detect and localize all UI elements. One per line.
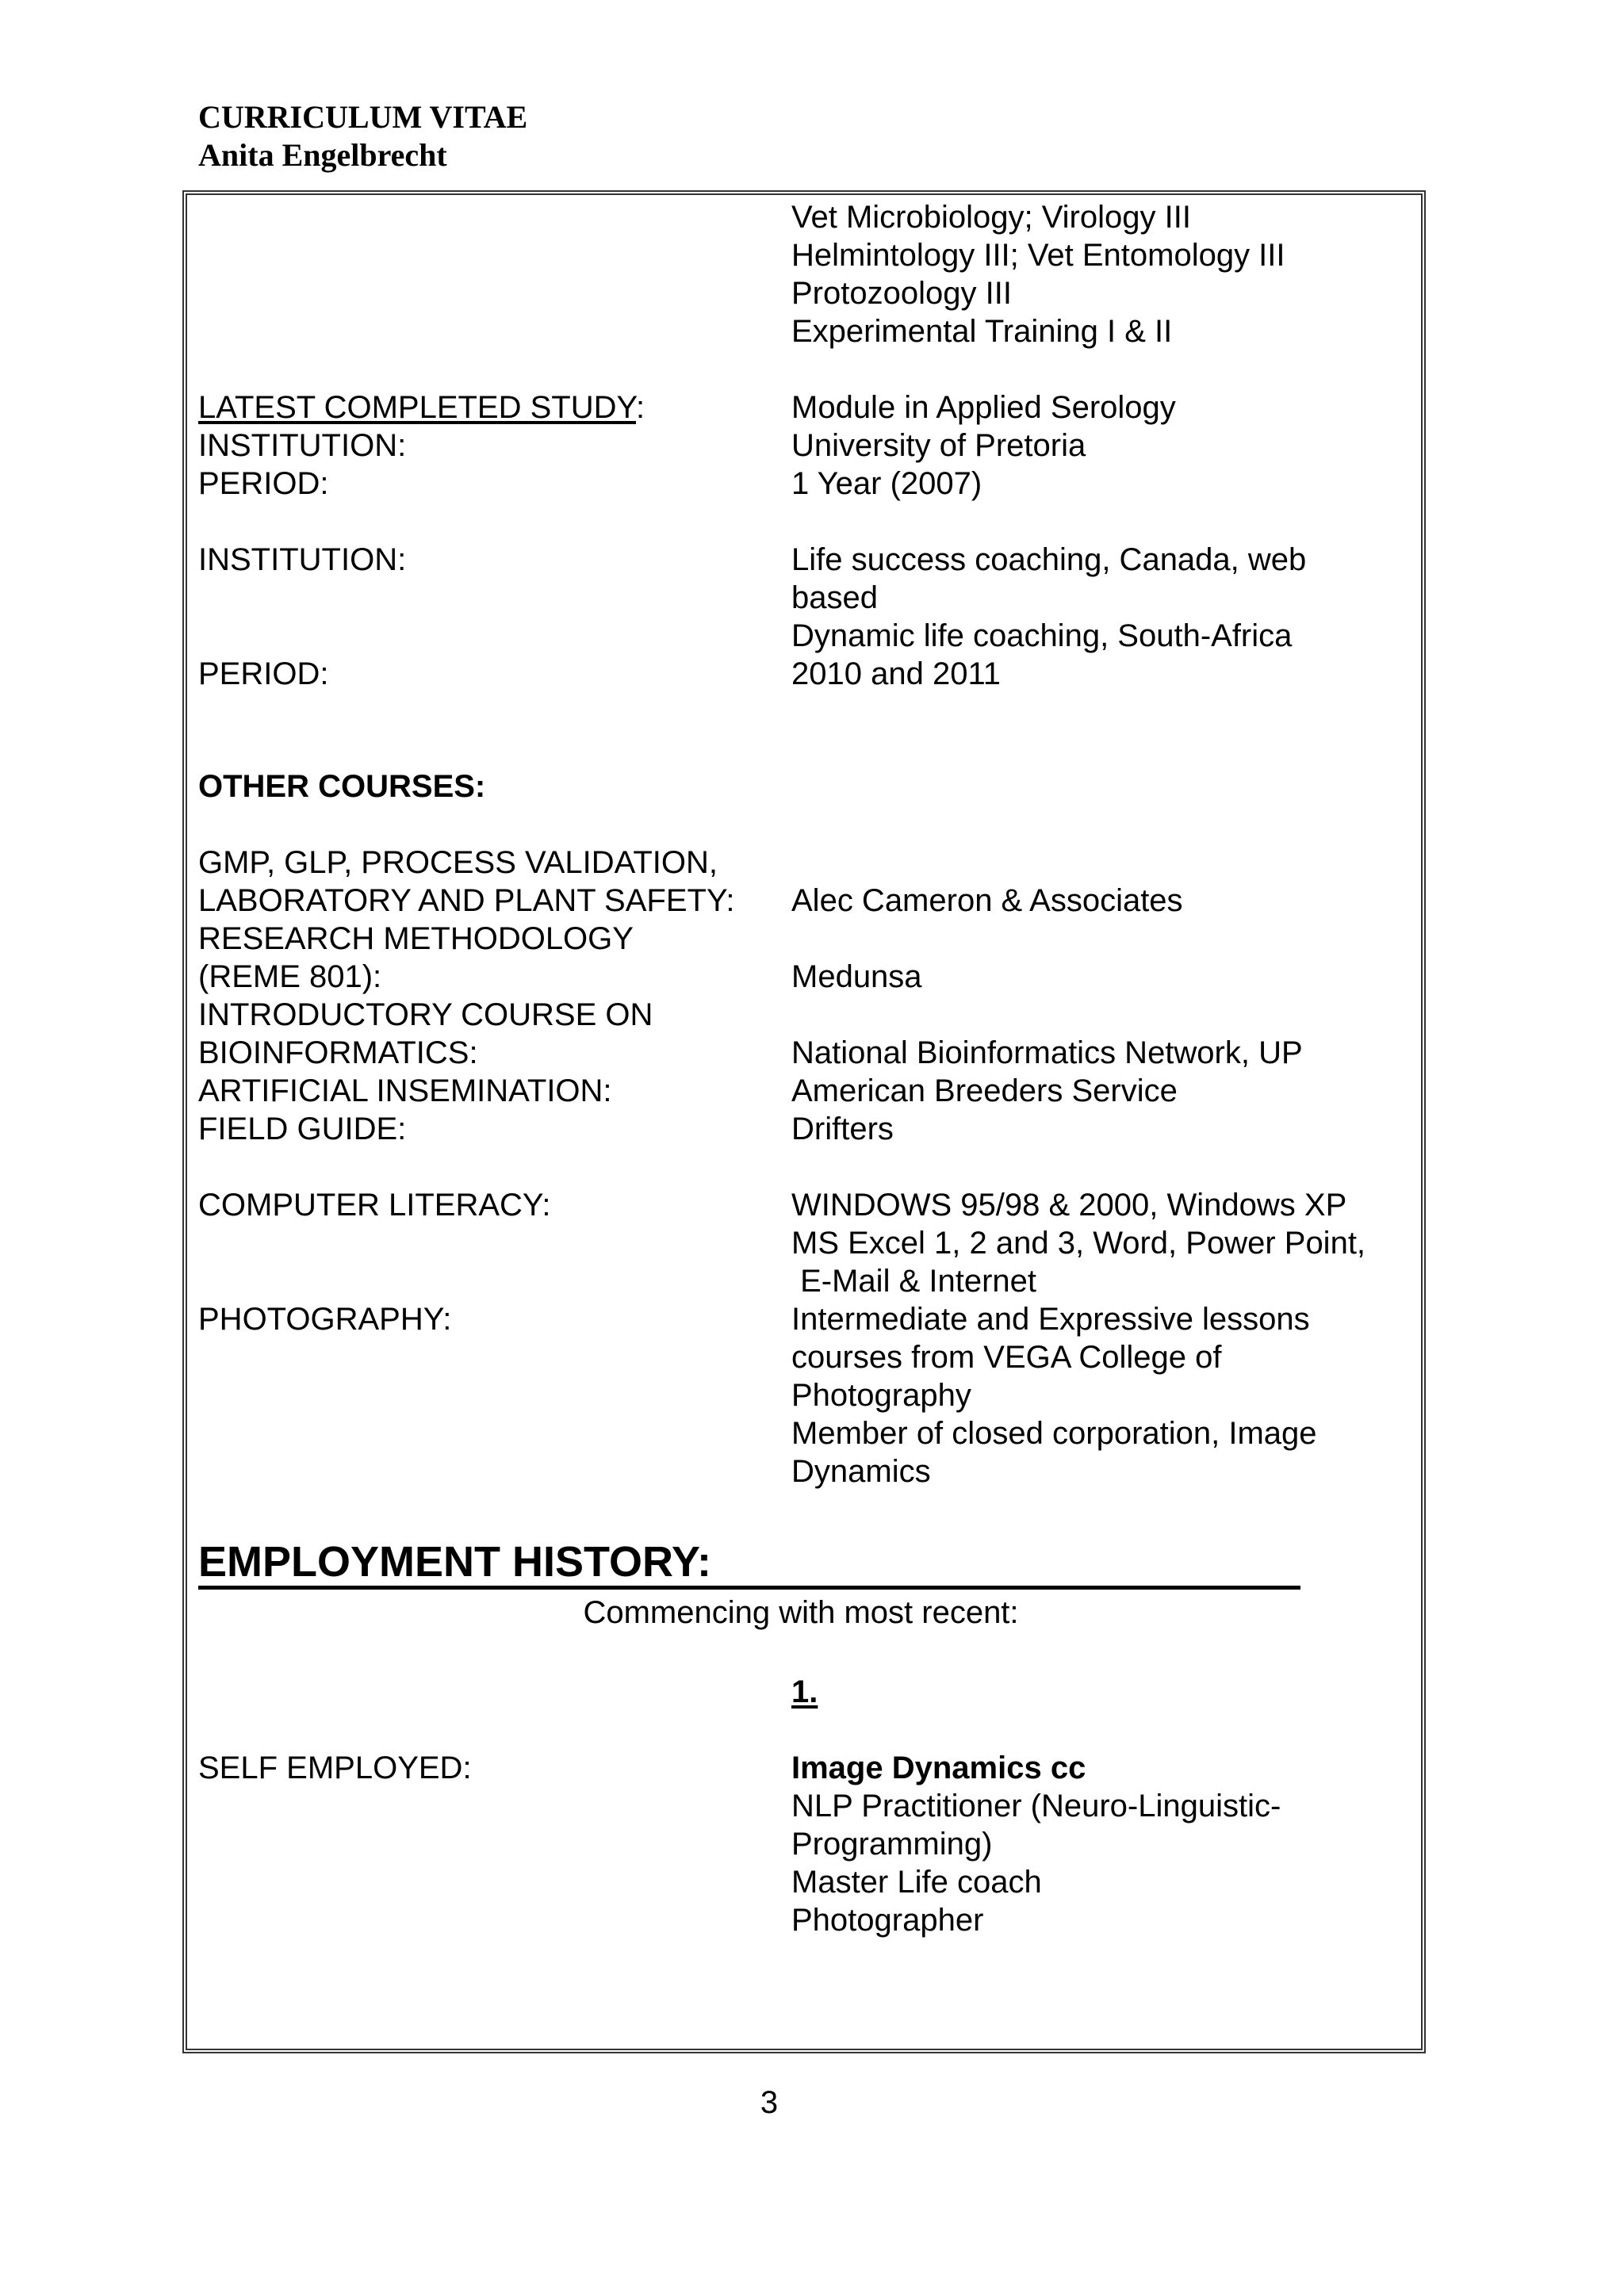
document-header — [198, 98, 527, 174]
course-provider: American Breeders Service — [791, 1073, 1178, 1108]
course-provider: Drifters — [791, 1112, 894, 1146]
latest-study-colon: : — [635, 390, 645, 425]
course-label-line: LABORATORY AND PLANT SAFETY: — [198, 883, 735, 918]
course-label-line: (REME 801): — [198, 959, 382, 994]
subject-line: Experimental Training I & II — [791, 314, 1173, 349]
computer-line: E-Mail & Internet — [791, 1264, 1037, 1299]
photography-line: Intermediate and Expressive lessons — [791, 1302, 1310, 1337]
course-label-line: GMP, GLP, PROCESS VALIDATION, — [198, 845, 718, 880]
course-label-line: ARTIFICIAL INSEMINATION: — [198, 1073, 612, 1108]
company-name: Image Dynamics cc — [791, 1751, 1086, 1785]
course-label-line: BIOINFORMATICS: — [198, 1035, 478, 1070]
course-provider: Alec Cameron & Associates — [791, 883, 1183, 918]
document-title: CURRICULUM VITAE — [198, 99, 528, 135]
employment-entry-number: 1. — [791, 1674, 818, 1709]
course-label-line: FIELD GUIDE: — [198, 1112, 407, 1146]
latest-study-label: LATEST COMPLETED STUDY — [198, 390, 636, 425]
employment-history-heading-text: EMPLOYMENT HISTORY: — [198, 1538, 712, 1586]
role-line: Master Life coach — [791, 1865, 1042, 1900]
course-provider: Medunsa — [791, 959, 922, 994]
computer-line: WINDOWS 95/98 & 2000, Windows XP — [791, 1188, 1347, 1223]
period-label: PERIOD: — [198, 466, 329, 501]
computer-line: MS Excel 1, 2 and 3, Word, Power Point, — [791, 1226, 1366, 1261]
subject-line: Protozoology III — [791, 276, 1012, 311]
coaching-line: Dynamic life coaching, South-Africa — [791, 618, 1293, 653]
course-label-line: RESEARCH METHODOLOGY — [198, 921, 634, 956]
role-line: NLP Practitioner (Neuro-Linguistic- — [791, 1789, 1281, 1823]
institution-value: University of Pretoria — [791, 428, 1086, 463]
course-label-line: INTRODUCTORY COURSE ON — [198, 997, 653, 1032]
coaching-line: Life success coaching, Canada, web — [791, 542, 1307, 577]
coaching-line: based — [791, 580, 878, 615]
photography-line: Member of closed corporation, Image — [791, 1416, 1317, 1451]
latest-study-value: Module in Applied Serology — [791, 390, 1176, 425]
period-value: 2010 and 2011 — [791, 656, 1001, 691]
computer-literacy-label: COMPUTER LITERACY: — [198, 1188, 551, 1223]
photography-line: Dynamics — [791, 1454, 931, 1489]
employment-subheading: Commencing with most recent: — [583, 1595, 1019, 1630]
period-label: PERIOD: — [198, 656, 329, 691]
photography-line: courses from VEGA College of — [791, 1340, 1222, 1375]
employment-type-label: SELF EMPLOYED: — [198, 1751, 472, 1785]
photography-label: PHOTOGRAPHY: — [198, 1302, 452, 1337]
period-value: 1 Year (2007) — [791, 466, 982, 501]
author-name: Anita Engelbrecht — [198, 137, 447, 173]
subject-line: Vet Microbiology; Virology III — [791, 200, 1191, 235]
page-number: 3 — [760, 2085, 779, 2120]
role-line: Programming) — [791, 1827, 993, 1862]
institution-label: INSTITUTION: — [198, 542, 407, 577]
photography-line: Photography — [791, 1378, 971, 1413]
other-courses-heading-text: OTHER COURSES: — [198, 769, 486, 804]
employment-history-heading — [198, 1536, 1300, 1590]
subject-line: Helmintology III; Vet Entomology III — [791, 238, 1285, 273]
role-line: Photographer — [791, 1903, 984, 1938]
institution-label: INSTITUTION: — [198, 428, 407, 463]
course-provider: National Bioinformatics Network, UP — [791, 1035, 1303, 1070]
